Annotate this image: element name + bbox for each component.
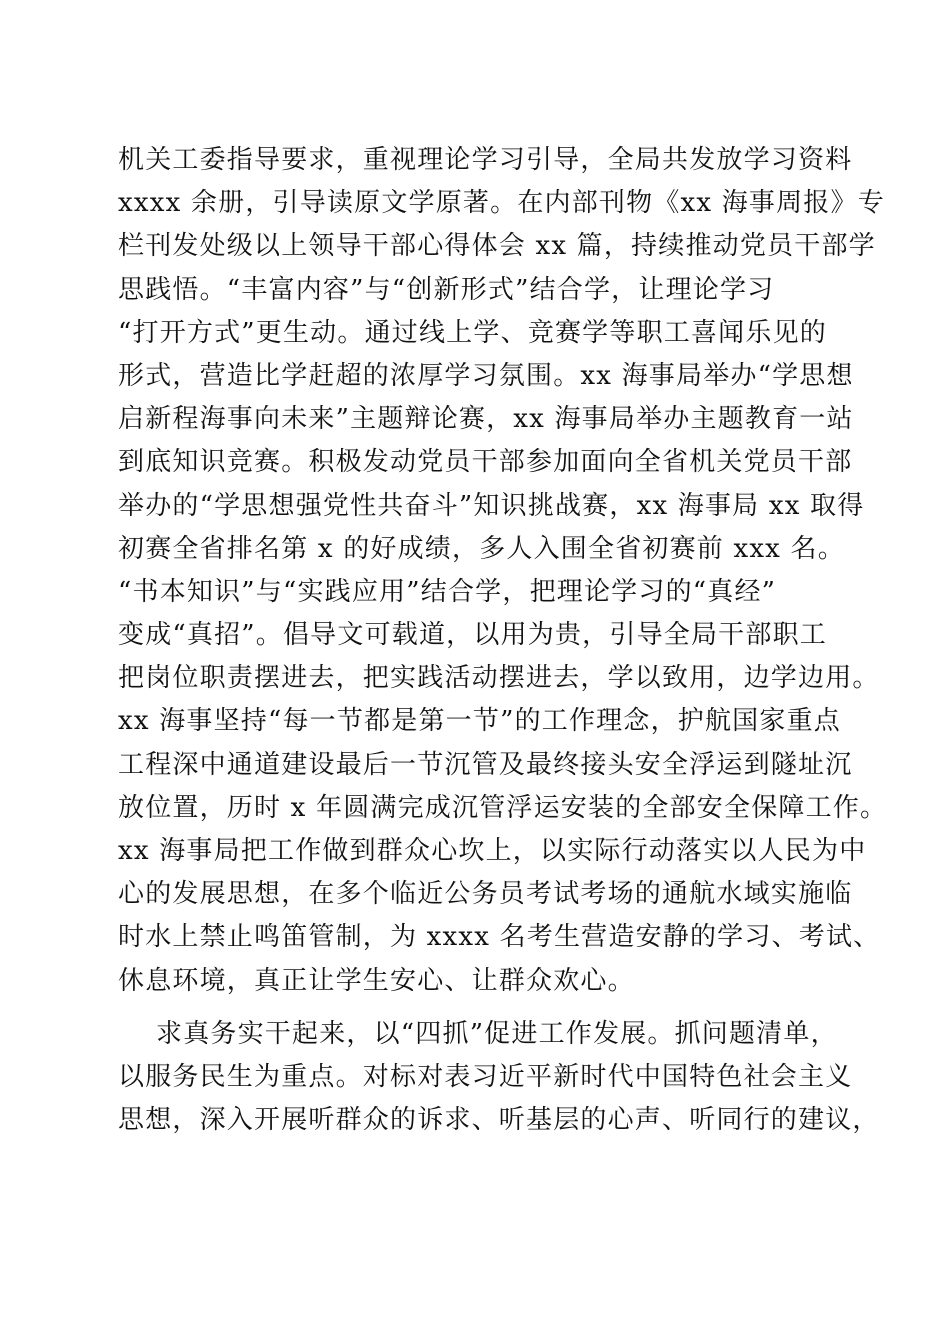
text-line: “书本知识”与“实践应用”结合学，把理论学习的“真经” (118, 576, 777, 607)
text-line: 变成“真招”。倡导文可载道，以用为贵，引导全局干部职工 (118, 620, 827, 651)
text-line: 机关工委指导要求，重视理论学习引导，全局共发放学习资料 (118, 145, 853, 175)
paragraph-gap (118, 1003, 838, 1013)
text-line: 放位置，历时 x 年圆满完成沉管浮运安装的全部安全保障工作。 (118, 792, 888, 823)
text-line: 休息环境，真正让学生安心、让群众欢心。 (118, 965, 635, 996)
text-line: 形式，营造比学赶超的浓厚学习氛围。xx 海事局举办“学思想 (118, 360, 854, 391)
text-line: “打开方式”更生动。通过线上学、竞赛学等职工喜闻乐见的 (118, 317, 827, 348)
text-line: 初赛全省排名第 x 的好成绩，多人入围全省初赛前 xxx 名。 (118, 533, 845, 564)
document-body (118, 139, 888, 1142)
text-line: 到底知识竞赛。积极发动党员干部参加面向全省机关党员干部 (118, 447, 853, 478)
text-line: 求真务实干起来，以“四抓”促进工作发展。抓问题清单， (156, 1018, 838, 1049)
text-line: xxxx 余册，引导读原文学原著。在内部刊物《xx 海事周报》专 (118, 188, 885, 219)
text-line: 把岗位职责摆进去，把实践活动摆进去，学以致用，边学边用。 (118, 663, 880, 694)
paragraph-1 (118, 139, 888, 1003)
text-line: 工程深中通道建设最后一节沉管及最终接头安全浮运到隧址沉 (118, 749, 853, 780)
text-line: 启新程海事向未来”主题辩论赛，xx 海事局举办主题教育一站 (118, 404, 854, 435)
text-line: 举办的“学思想强党性共奋斗”知识挑战赛，xx 海事局 xx 取得 (118, 490, 865, 521)
text-line: xx 海事坚持“每一节都是第一节”的工作理念，护航国家重点 (118, 706, 841, 737)
text-line: 思践悟。“丰富内容”与“创新形式”结合学，让理论学习 (118, 274, 775, 305)
text-line: 思想，深入开展听群众的诉求、听基层的心声、听同行的建议， (118, 1105, 880, 1136)
text-line: 栏刊发处级以上领导干部心得体会 xx 篇，持续推动党员干部学 (118, 231, 876, 262)
text-line: xx 海事局把工作做到群众心坎上，以实际行动落实以人民为中 (118, 836, 867, 866)
text-line: 时水上禁止鸣笛管制，为 xxxx 名考生营造安静的学习、考试、 (118, 922, 881, 953)
text-line: 以服务民生为重点。对标对表习近平新时代中国特色社会主义 (118, 1061, 853, 1092)
paragraph-2 (118, 1013, 880, 1143)
text-line: 心的发展思想，在多个临近公务员考试考场的通航水域实施临 (118, 879, 853, 910)
